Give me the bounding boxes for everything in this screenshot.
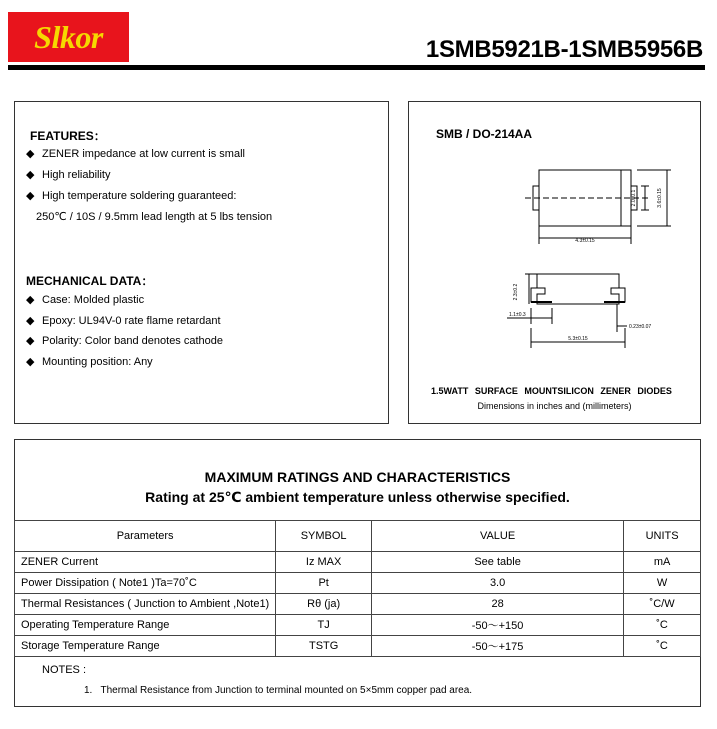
bullet-diamond-icon: ◆ [26, 335, 35, 347]
param-cell: ZENER Current [15, 552, 276, 573]
bullet-diamond-icon: ◆ [26, 356, 35, 368]
unit-cell: W [624, 573, 701, 594]
value-cell: 3.0 [372, 573, 624, 594]
unit-cell: ˚C [624, 615, 701, 636]
dim-total-height: 3.6±0.15 [657, 188, 663, 208]
logo-text: Slkor [34, 18, 103, 55]
ratings-table [14, 520, 701, 657]
param-cell: Power Dissipation ( Note1 )Ta=70˚C [15, 573, 276, 594]
bullet-diamond-icon: ◆ [26, 315, 35, 327]
symbol-cell: Pt [276, 573, 372, 594]
mechanical-item: ◆ Polarity: Color band denotes cathode [26, 334, 224, 347]
value-cell: -50〜+150 [372, 615, 624, 636]
value-cell: 28 [372, 594, 624, 615]
feature-item: ◆ High temperature soldering guaranteed: [26, 189, 237, 202]
dim-body-length: 4.3±0.15 [575, 238, 595, 244]
param-cell: Operating Temperature Range [15, 615, 276, 636]
table-header-row [15, 521, 701, 552]
dim-lead-thickness: 0.23±0.07 [629, 324, 652, 330]
feature-item: ◆ ZENER impedance at low current is small [26, 147, 245, 160]
table-row [15, 552, 701, 573]
symbol-cell: Iz MAX [276, 552, 372, 573]
part-number-title: 1SMB5921B-1SMB5956B [425, 36, 703, 63]
features-panel [14, 101, 389, 424]
col-parameters: Parameters [15, 521, 276, 552]
dim-lead-length: 1.1±0.3 [509, 312, 526, 318]
unit-cell: ˚C/W [624, 594, 701, 615]
mechanical-item: ◆ Case: Molded plastic [26, 293, 145, 306]
dim-body-thickness: 2.3±0.2 [513, 283, 519, 301]
package-subcaption: Dimensions in inches and (millimeters) [477, 401, 632, 411]
package-outline-drawing [409, 102, 700, 372]
table-row [15, 594, 701, 615]
bullet-diamond-icon: ◆ [26, 190, 35, 202]
col-symbol: SYMBOL [276, 521, 372, 552]
table-row [15, 636, 701, 657]
feature-continuation: 250℃ / 10S / 9.5mm lead length at 5 lbs tension [36, 211, 273, 223]
param-cell: Thermal Resistances ( Junction to Ambient ,Note1) [15, 594, 276, 615]
value-cell: -50〜+175 [372, 636, 624, 657]
bullet-diamond-icon: ◆ [26, 169, 35, 181]
symbol-cell: TJ [276, 615, 372, 636]
feature-item: ◆ High reliability [26, 168, 111, 181]
package-top-view [525, 170, 671, 244]
table-row [15, 573, 701, 594]
bullet-diamond-icon: ◆ [26, 294, 35, 306]
package-caption: 1.5WATT SURFACE MOUNTSILICON ZENER DIODES [431, 386, 672, 396]
mechanical-item: ◆ Mounting position: Any [26, 355, 153, 368]
mechanical-item: ◆ Epoxy: UL94V-0 rate flame retardant [26, 314, 221, 327]
package-title: SMB / DO-214AA [436, 127, 533, 141]
company-logo [8, 12, 129, 62]
col-units: UNITS [624, 521, 701, 552]
dim-band-height: 2.0±0.1 [631, 189, 637, 207]
param-cell: Storage Temperature Range [15, 636, 276, 657]
ratings-subtitle: Rating at 25℃ ambient temperature unless otherwise specified. [145, 489, 570, 505]
notes-label: NOTES : [42, 664, 87, 676]
features-heading: FEATURES： [30, 129, 106, 143]
bullet-diamond-icon: ◆ [26, 148, 35, 160]
unit-cell: mA [624, 552, 701, 573]
table-row [15, 615, 701, 636]
note-item: 1. Thermal Resistance from Junction to terminal mounted on 5×5mm copper pad area. [84, 685, 473, 696]
package-side-view [507, 274, 627, 348]
package-panel [408, 101, 701, 424]
symbol-cell: Rθ (ja) [276, 594, 372, 615]
symbol-cell: TSTG [276, 636, 372, 657]
ratings-title: MAXIMUM RATINGS AND CHARACTERISTICS [204, 469, 511, 485]
mechanical-heading: MECHANICAL DATA： [26, 274, 154, 288]
unit-cell: ˚C [624, 636, 701, 657]
header-rule [8, 65, 705, 70]
dim-overall-length: 5.3±0.15 [568, 336, 588, 342]
value-cell: See table [372, 552, 624, 573]
col-value: VALUE [372, 521, 624, 552]
